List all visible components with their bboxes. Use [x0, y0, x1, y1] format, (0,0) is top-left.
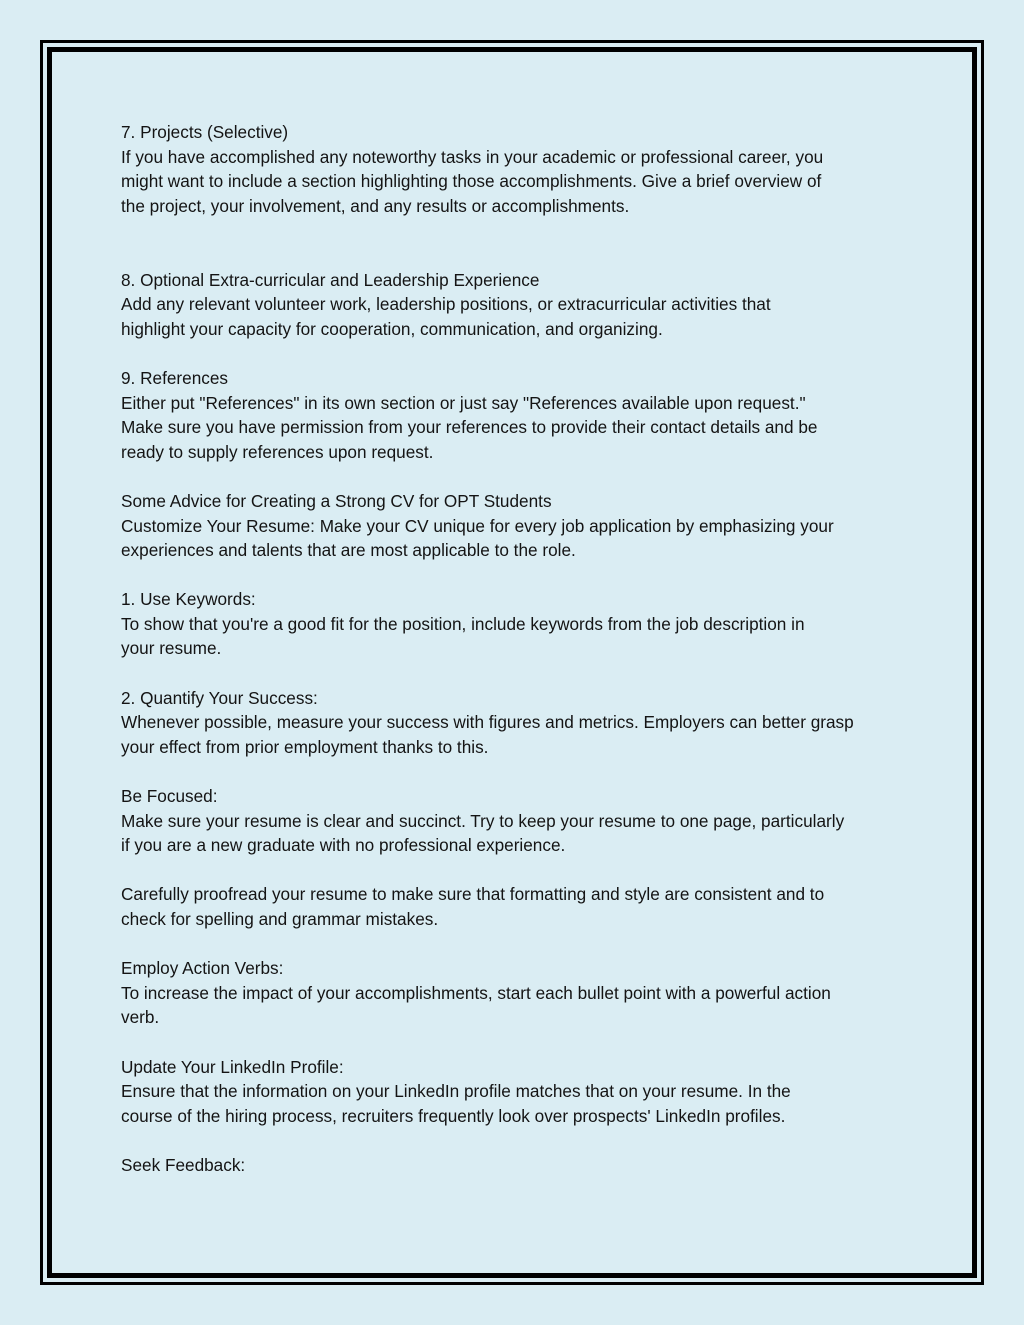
section-heading: 9. References [121, 367, 229, 388]
spacer [121, 341, 911, 366]
spacer [121, 563, 911, 588]
spacer [121, 932, 911, 957]
paragraph-line: If you have accomplished any noteworthy tasks in your academic or professional career, you [121, 146, 824, 167]
section-focused [121, 784, 911, 858]
paragraph-line: Add any relevant volunteer work, leadership positions, or extracurricular activities that [121, 294, 771, 315]
section-heading: 7. Projects (Selective) [121, 122, 289, 142]
section-heading: Update Your LinkedIn Profile: [121, 1056, 344, 1077]
paragraph-line: Either put "References" in its own section or just say "References available upon request." [121, 392, 806, 413]
spacer [121, 1030, 911, 1055]
spacer [121, 464, 911, 489]
section-quantify [121, 686, 911, 760]
section-heading: Seek Feedback: [121, 1154, 246, 1175]
section-advice [121, 489, 911, 563]
paragraph-line: the project, your involvement, and any results or accomplishments. [121, 195, 630, 216]
paragraph-line: ready to supply references upon request. [121, 441, 434, 462]
paragraph-line: might want to include a section highlighting those accomplishments. Give a brief overview of [121, 171, 822, 192]
paragraph-line: course of the hiring process, recruiters frequently look over prospects' LinkedIn profiles. [121, 1105, 786, 1126]
section-references [121, 366, 911, 464]
section-action-verbs [121, 956, 911, 1030]
section-keywords [121, 587, 911, 661]
section-linkedin [121, 1055, 911, 1129]
section-heading: Employ Action Verbs: [121, 958, 284, 979]
spacer [121, 759, 911, 784]
paragraph-line: your effect from prior employment thanks to this. [121, 736, 489, 757]
paragraph-line: your resume. [121, 638, 222, 659]
paragraph-line: experiences and talents that are most applicable to the role. [121, 540, 576, 561]
section-extracurricular [121, 268, 911, 342]
spacer [121, 858, 911, 883]
paragraph-line: highlight your capacity for cooperation, communication, and organizing. [121, 318, 663, 339]
paragraph-line: check for spelling and grammar mistakes. [121, 909, 439, 929]
spacer [121, 1128, 911, 1153]
section-proofread [121, 882, 911, 931]
section-heading: 1. Use Keywords: [121, 589, 256, 610]
paragraph-line: Customize Your Resume: Make your CV unique for every job application by emphasizing your [121, 515, 834, 536]
paragraph-line: Make sure you have permission from your references to provide their contact details and be [121, 417, 818, 438]
section-heading: Some Advice for Creating a Strong CV for OPT Students [121, 490, 552, 511]
section-heading: Be Focused: [121, 786, 218, 807]
paragraph-line: Make sure your resume is clear and succinct. Try to keep your resume to one page, particularly [121, 810, 845, 831]
paragraph-line: Carefully proofread your resume to make sure that formatting and style are consistent and to [121, 884, 825, 905]
paragraph-line: Ensure that the information on your LinkedIn profile matches that on your resume. In the [121, 1081, 791, 1102]
document-body [121, 120, 911, 1178]
paragraph-line: To show that you're a good fit for the position, include keywords from the job description in [121, 613, 805, 634]
paragraph-line: verb. [121, 1007, 160, 1028]
paragraph-line: To increase the impact of your accomplishments, start each bullet point with a powerful action [121, 982, 831, 1003]
section-heading: 8. Optional Extra-curricular and Leadership Experience [121, 269, 540, 290]
paragraph-line: Whenever possible, measure your success with figures and metrics. Employers can better grasp [121, 712, 854, 733]
section-feedback [121, 1153, 911, 1178]
spacer [121, 218, 911, 267]
spacer [121, 661, 911, 686]
paragraph-line: if you are a new graduate with no professional experience. [121, 835, 566, 856]
section-heading: 2. Quantify Your Success: [121, 687, 318, 708]
section-projects [121, 120, 911, 218]
